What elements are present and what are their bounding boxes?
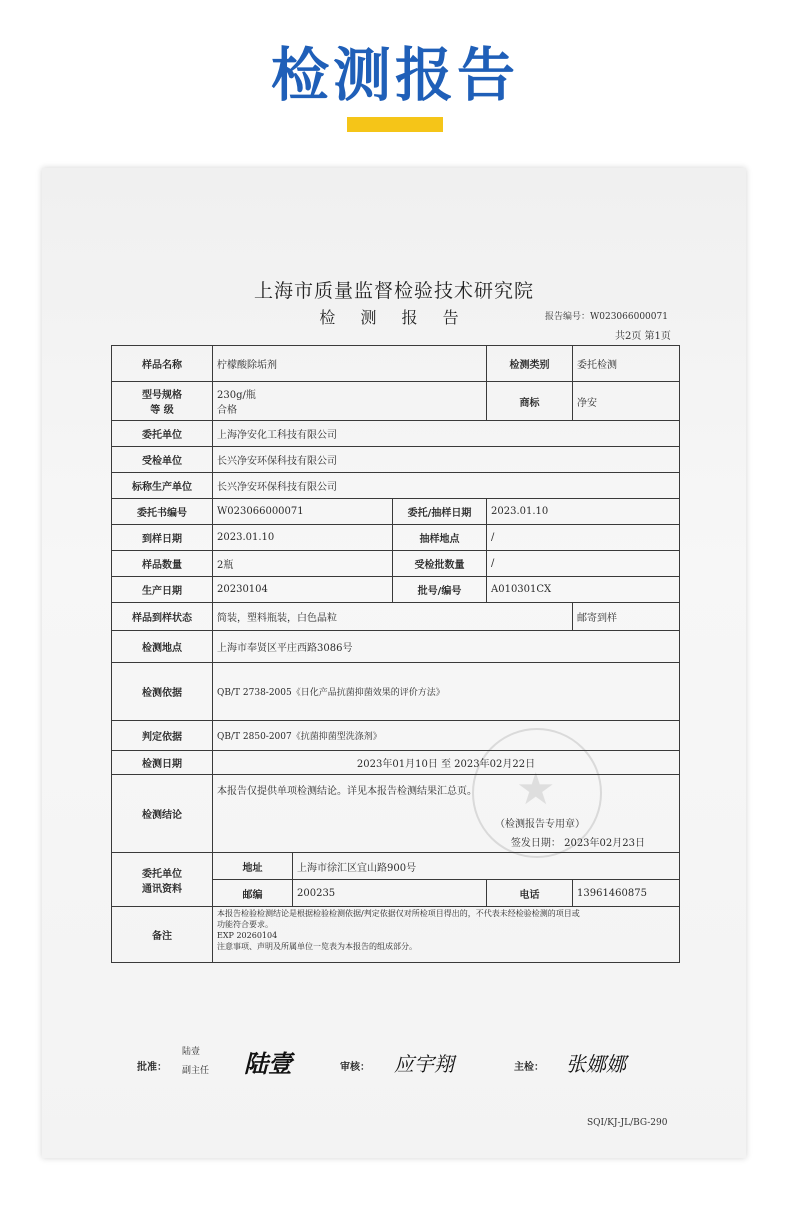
field-value: QB/T 2738-2005《日化产品抗菌抑菌效果的评价方法》	[213, 663, 680, 721]
table-row	[112, 382, 680, 421]
field-label: 生产日期	[112, 577, 213, 603]
field-label: 检测日期	[112, 751, 213, 775]
field-label: 受检单位	[112, 447, 213, 473]
inspector-signature: 张娜娜	[566, 1052, 626, 1076]
field-label: 标称生产单位	[112, 473, 213, 499]
value-line: 230g/瓶	[217, 390, 256, 401]
field-value: 长兴净安环保科技有限公司	[213, 447, 680, 473]
field-value: 邮寄到样	[573, 603, 680, 631]
approver-name: 陆壹	[182, 1047, 201, 1057]
field-label: 委托单位	[112, 421, 213, 447]
field-value: 长兴净安环保科技有限公司	[213, 473, 680, 499]
remark-line: EXP 20260104	[217, 931, 278, 940]
signature-area	[132, 1038, 692, 1088]
field-value: 2023.01.10	[213, 525, 393, 551]
field-label: 样品名称	[112, 346, 213, 382]
field-label: 到样日期	[112, 525, 213, 551]
field-label: 检测类别	[487, 346, 573, 382]
page-info: 共2页 第1页	[615, 331, 671, 342]
field-label: 检测地点	[112, 631, 213, 663]
table-row	[112, 346, 680, 382]
report-document	[42, 168, 746, 1158]
table-row	[112, 907, 680, 963]
table-row	[112, 663, 680, 721]
field-value	[213, 907, 680, 963]
report-number: 报告编号：W023066000071	[545, 312, 668, 322]
table-row	[112, 447, 680, 473]
report-title: 检 测 报 告	[319, 308, 469, 327]
approver-title: 副主任	[182, 1066, 210, 1076]
field-value: QB/T 2850-2007《抗菌抑菌型洗涤剂》	[213, 721, 680, 751]
field-label: 委托书编号	[112, 499, 213, 525]
field-label: 抽样地点	[393, 525, 487, 551]
issue-date: 签发日期： 2023年02月23日	[510, 838, 645, 849]
table-row	[112, 551, 680, 577]
label-line: 等 级	[150, 405, 174, 416]
field-label: 受检批数量	[393, 551, 487, 577]
table-row	[112, 473, 680, 499]
field-value: /	[487, 551, 680, 577]
field-label	[112, 853, 213, 907]
table-row	[112, 525, 680, 551]
field-label	[112, 382, 213, 421]
field-value: 净安	[573, 382, 680, 421]
field-label: 样品到样状态	[112, 603, 213, 631]
report-table	[111, 345, 680, 963]
field-label: 检测结论	[112, 775, 213, 853]
value-line: 合格	[217, 405, 237, 416]
field-label: 检测依据	[112, 663, 213, 721]
field-value	[213, 775, 680, 853]
page-title: 检测报告	[270, 41, 519, 109]
label-line: 型号规格	[142, 390, 182, 401]
field-value: 2023.01.10	[487, 499, 680, 525]
inspect-label: 主检：	[514, 1062, 544, 1073]
remark-line: 本报告检验检测结论是根据检验检测依据/判定依据仅对所检项目得出的，不代表未经检验检测的项目或	[217, 909, 580, 918]
table-row	[112, 421, 680, 447]
approve-label: 批准：	[137, 1062, 167, 1073]
conclusion-text: 本报告仅提供单项检测结论。详见本报告检测结果汇总页。	[217, 786, 477, 797]
form-code: SQI/KJ-JL/BG-290	[587, 1118, 668, 1128]
field-label: 备注	[112, 907, 213, 963]
field-value: 20230104	[213, 577, 393, 603]
field-label: 电话	[487, 880, 573, 907]
review-label: 审核：	[340, 1062, 370, 1073]
field-label: 批号/编号	[393, 577, 487, 603]
label-line: 通讯资料	[142, 883, 182, 895]
title-underline	[347, 117, 443, 132]
field-value: A010301CX	[487, 577, 680, 603]
remark-line: 注意事项、声明及所属单位一览表为本报告的组成部分。	[217, 942, 417, 951]
label-line: 委托单位	[142, 868, 182, 880]
table-row	[112, 775, 680, 853]
field-value: 13961460875	[573, 880, 680, 907]
field-value: 上海市徐汇区宜山路900号	[293, 853, 680, 880]
seal-caption: （检测报告专用章）	[495, 819, 585, 830]
remark-line: 功能符合要求。	[217, 920, 273, 929]
approver-signature: 陆壹	[244, 1049, 292, 1078]
field-value: 简装，塑料瓶装，白色晶粒	[213, 603, 573, 631]
field-value: 上海净安化工科技有限公司	[213, 421, 680, 447]
field-value: W023066000071	[213, 499, 393, 525]
field-label: 委托/抽样日期	[393, 499, 487, 525]
table-row	[112, 853, 680, 880]
table-row	[112, 499, 680, 525]
table-row	[112, 631, 680, 663]
field-label: 地址	[213, 853, 293, 880]
field-value: 柠檬酸除垢剂	[213, 346, 487, 382]
table-row	[112, 721, 680, 751]
field-value	[213, 382, 487, 421]
field-value: 2023年01月10日 至 2023年02月22日	[213, 751, 680, 775]
reviewer-signature: 应宇翔	[394, 1052, 454, 1076]
table-row	[112, 577, 680, 603]
field-value: 200235	[293, 880, 487, 907]
field-label: 商标	[487, 382, 573, 421]
institute-name: 上海市质量监督检验技术研究院	[253, 280, 534, 302]
field-label: 判定依据	[112, 721, 213, 751]
field-value: 2瓶	[213, 551, 393, 577]
field-value: 上海市奉贤区平庄西路3086号	[213, 631, 680, 663]
field-label: 邮编	[213, 880, 293, 907]
field-value: 委托检测	[573, 346, 680, 382]
table-row	[112, 603, 680, 631]
field-value: /	[487, 525, 680, 551]
table-row	[112, 751, 680, 775]
field-label: 样品数量	[112, 551, 213, 577]
